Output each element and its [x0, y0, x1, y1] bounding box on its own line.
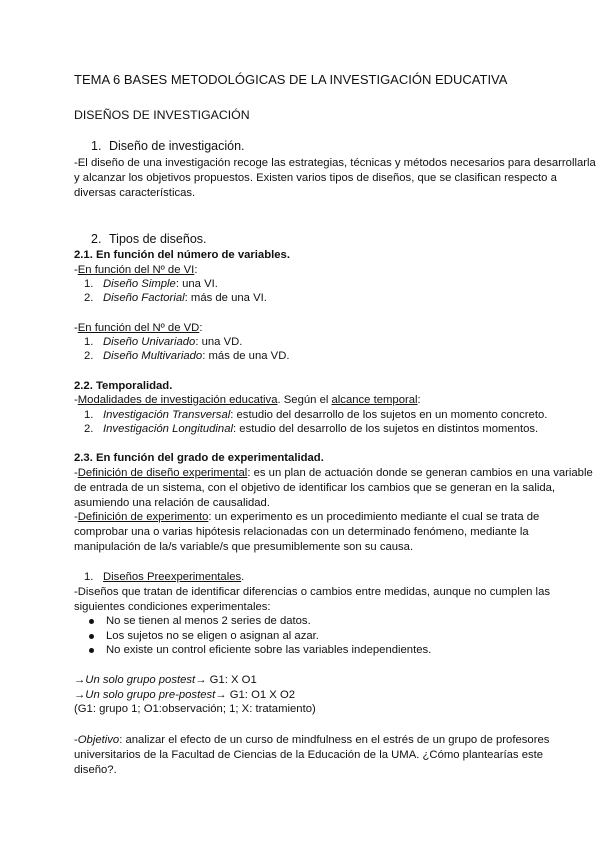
prepostest-design-formula: G1: O1 X O2 — [226, 689, 296, 701]
temporality-item-1-term: Investigación Transversal — [103, 409, 231, 421]
postest-design-label: →Un solo grupo postest→ — [74, 674, 207, 686]
preexperimental-line-1: -Diseños que tratan de identificar diferencias o cambios entre medidas, aunque no cumplen las — [74, 586, 550, 598]
preexperimental-label: Diseños Preexperimentales — [103, 571, 242, 583]
vi-item-2-text: : más de una VI. — [184, 292, 267, 304]
bullet-2-text: Los sujetos no se eligen o asignan al azar. — [106, 630, 319, 642]
vi-criterion-line — [74, 263, 197, 277]
preexperimental-number: 1. — [84, 571, 94, 583]
modalities-connector: . Según el — [277, 394, 332, 406]
vd-item-2-term: Diseño Multivariado — [103, 350, 203, 362]
subsection-2-3-heading: 2.3. En función del grado de experimentalidad. — [74, 452, 324, 464]
temporality-item-2-number: 2. — [84, 423, 94, 435]
section-1-paragraph-line-3: diversas características. — [74, 187, 196, 199]
section-2-number: 2. — [91, 232, 102, 246]
section-1-paragraph-line-2: y alcanzar los objetivos propuestos. Existen varios tipos de diseños, que se clasifican respecto a — [74, 172, 557, 184]
section-1-paragraph-line-1: -El diseño de una investigación recoge las estrategias, técnicas y métodos necesarios para desarrollarla — [74, 157, 596, 169]
experiment-definition-line-1 — [74, 510, 539, 524]
section-1-number: 1. — [91, 139, 102, 153]
postest-design-line — [74, 673, 257, 687]
prepostest-design-label: →Un solo grupo pre-postest→ — [74, 689, 227, 701]
vi-item-2 — [103, 291, 267, 305]
experiment-definition-line-2: comprobar una o varias hipótesis relacionadas con un determinado fenómeno, mediante la — [74, 526, 529, 538]
section-subtitle: DISEÑOS DE INVESTIGACIÓN — [74, 108, 250, 122]
bullet-3-text: No existe un control eficiente sobre las variables independientes. — [106, 644, 432, 656]
vi-item-1-term: Diseño Simple — [103, 278, 176, 290]
document-title: TEMA 6 BASES METODOLÓGICAS DE LA INVESTIGACIÓN EDUCATIVA — [74, 72, 508, 87]
temporality-intro-line — [74, 393, 421, 407]
vi-dash: - — [74, 264, 78, 276]
objective-text: : analizar el efecto de un curso de mindfulness en el estrés de un grupo de profesores — [119, 734, 550, 746]
bullet-1 — [89, 614, 94, 628]
vi-criterion-label: En función del Nº de VI — [77, 264, 195, 276]
vi-item-2-term: Diseño Factorial — [103, 292, 185, 304]
vd-item-2 — [103, 349, 290, 363]
bullet-dot-icon — [89, 619, 94, 624]
vd-item-1-number: 1. — [84, 336, 94, 348]
preexperimental-heading — [103, 570, 244, 584]
exp-design-definition-label: Definición de diseño experimental — [77, 467, 248, 479]
experiment-dash: - — [74, 511, 78, 523]
vi-item-1 — [103, 277, 218, 291]
vi-item-2-number: 2. — [84, 292, 94, 304]
exp-design-definition-text: : es un plan de actuación donde se generan cambios en una variable — [247, 467, 593, 479]
vd-item-2-number: 2. — [84, 350, 94, 362]
vi-colon: : — [194, 264, 198, 276]
postest-design-formula: G1: X O1 — [206, 674, 257, 686]
section-1-heading: Diseño de investigación. — [109, 139, 245, 153]
subsection-2-2-heading: 2.2. Temporalidad. — [74, 380, 173, 392]
vd-item-1-term: Diseño Univariado — [103, 336, 196, 348]
vd-item-1 — [103, 335, 242, 349]
temporality-item-1 — [103, 408, 547, 422]
experiment-definition-line-3: manipulación de la/s variable/s que presumiblemente son su causa. — [74, 541, 414, 553]
prepostest-design-line — [74, 688, 295, 702]
preexperimental-line-2: siguientes condiciones experimentales: — [74, 601, 271, 613]
temporal-scope-label: alcance temporal — [331, 394, 418, 406]
temporality-item-2 — [103, 422, 538, 436]
exp-design-definition-line-2: de entrada de un sistema, con el objetivo de identificar los cambios que se generan en la salida, — [74, 482, 556, 494]
section-2-heading: Tipos de diseños. — [109, 232, 207, 246]
vd-criterion-label: En función del Nº de VD — [77, 322, 200, 334]
exp-design-definition-line-3: asumiendo una relación de causalidad. — [74, 497, 270, 509]
bullet-dot-icon — [89, 648, 94, 653]
vd-colon: : — [199, 322, 203, 334]
exp-design-definition-line-1 — [74, 466, 593, 480]
vi-item-1-text: : una VI. — [175, 278, 218, 290]
temporality-item-1-number: 1. — [84, 409, 94, 421]
bullet-dot-icon — [89, 634, 94, 639]
temporality-item-2-term: Investigación Longitudinal — [103, 423, 234, 435]
vd-item-2-text: : más de una VD. — [202, 350, 290, 362]
objective-line-3: diseño?. — [74, 764, 117, 776]
preexperimental-period: . — [241, 571, 245, 583]
bullet-1-text: No se tienen al menos 2 series de datos. — [106, 615, 311, 627]
experiment-definition-text: : un experimento es un procedimiento mediante el cual se trata de — [208, 511, 540, 523]
temporality-item-1-text: : estudio del desarrollo de los sujetos en un momento concreto. — [230, 409, 548, 421]
exp-design-dash: - — [74, 467, 78, 479]
design-legend: (G1: grupo 1; O1:observación; 1; X: tratamiento) — [74, 703, 316, 715]
temporal-scope-colon: : — [417, 394, 421, 406]
objective-dash: - — [74, 734, 78, 746]
objective-line-1 — [74, 733, 549, 747]
vd-criterion-line — [74, 321, 202, 335]
temporality-item-2-text: : estudio del desarrollo de los sujetos en distintos momentos. — [233, 423, 539, 435]
modalities-label: Modalidades de investigación educativa — [77, 394, 278, 406]
subsection-2-1-heading: 2.1. En función del número de variables. — [74, 249, 290, 261]
bullet-2 — [89, 629, 94, 643]
vd-dash: - — [74, 322, 78, 334]
objective-line-2: universitarios de la Facultad de Ciencias de la Educación de la UMA. ¿Cómo plantearías este — [74, 749, 544, 761]
vd-item-1-text: : una VD. — [195, 336, 243, 348]
experiment-definition-label: Definición de experimento — [77, 511, 209, 523]
objective-label: Objetivo — [77, 734, 120, 746]
temporality-dash: - — [74, 394, 78, 406]
bullet-3 — [89, 643, 94, 657]
vi-item-1-number: 1. — [84, 278, 94, 290]
